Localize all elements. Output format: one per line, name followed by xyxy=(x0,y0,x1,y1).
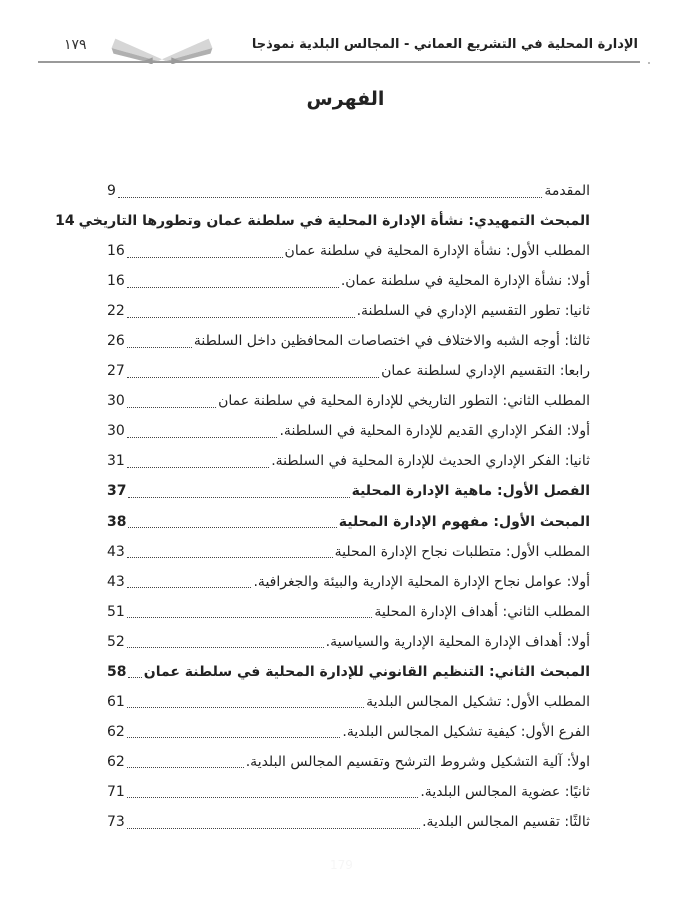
toc-entry[interactable] xyxy=(107,807,590,837)
toc-entry-page: 62 xyxy=(107,753,125,770)
dot-leader xyxy=(127,377,379,378)
dot-leader xyxy=(127,647,324,648)
dot-leader xyxy=(127,587,252,588)
dot-leader xyxy=(127,257,283,258)
toc-entry[interactable] xyxy=(107,176,590,206)
toc-entry-label: المقدمة xyxy=(544,183,590,199)
open-book-icon xyxy=(106,32,218,64)
dot-leader xyxy=(128,497,349,498)
toc-entry-label: المبحث الثاني: التنظيم القانوني للإدارة المحلية في سلطنة عمان xyxy=(143,663,590,680)
toc-entry[interactable] xyxy=(107,507,590,537)
dot-leader xyxy=(127,407,216,408)
table-of-contents xyxy=(55,176,590,837)
toc-entry-page: 58 xyxy=(107,663,127,680)
toc-entry-label: ثانيا: الفكر الإداري الحديث للإدارة المحلية في السلطنة. xyxy=(271,453,590,470)
dot-leader xyxy=(128,677,141,678)
toc-entry[interactable] xyxy=(107,627,590,657)
page-title: الفهرس xyxy=(306,88,385,110)
toc-entry-page: 71 xyxy=(107,783,125,800)
dot-leader xyxy=(127,828,420,829)
toc-entry-label: رابعا: التقسيم الإداري لسلطنة عمان xyxy=(381,363,590,380)
toc-entry-page: 37 xyxy=(107,483,127,500)
toc-entry-page: 52 xyxy=(107,633,125,650)
dot-leader xyxy=(127,347,192,348)
toc-entry[interactable] xyxy=(107,537,590,567)
toc-entry[interactable] xyxy=(55,206,590,236)
toc-entry[interactable] xyxy=(107,717,590,747)
toc-entry[interactable] xyxy=(107,777,590,807)
toc-entry[interactable] xyxy=(107,597,590,627)
toc-entry-label: أولا: عوامل نجاح الإدارة المحلية الإدارية والبيئة والجغرافية. xyxy=(253,573,590,590)
toc-entry[interactable] xyxy=(107,446,590,476)
dot-leader xyxy=(127,467,269,468)
toc-entry-page: 73 xyxy=(107,813,125,830)
toc-entry[interactable] xyxy=(107,326,590,356)
toc-entry-label: المطلب الثاني: التطور التاريخي للإدارة المحلية في سلطنة عمان xyxy=(218,393,590,410)
toc-entry-label: المبحث الأول: مفهوم الإدارة المحلية xyxy=(338,513,590,530)
toc-entry[interactable] xyxy=(107,476,590,506)
dot-leader xyxy=(127,737,341,738)
toc-entry[interactable] xyxy=(107,567,590,597)
toc-entry[interactable] xyxy=(107,296,590,326)
toc-entry-page: 30 xyxy=(107,423,125,440)
toc-entry[interactable] xyxy=(107,657,590,687)
dot-leader xyxy=(127,797,419,798)
toc-entry-page: 30 xyxy=(107,393,125,410)
toc-entry-label: أولا: الفكر الإداري القديم للإدارة المحلية في السلطنة. xyxy=(279,423,590,440)
toc-entry[interactable] xyxy=(107,747,590,777)
dot-leader xyxy=(127,317,355,318)
toc-entry-page: 22 xyxy=(107,303,125,320)
toc-entry-page: 62 xyxy=(107,723,125,740)
toc-entry-label: ثانيا: تطور التقسيم الإداري في السلطنة. xyxy=(356,303,590,320)
toc-entry-label: المطلب الأول: متطلبات نجاح الإدارة المحلية xyxy=(334,543,590,560)
dot-leader xyxy=(118,197,542,198)
edge-mark xyxy=(648,62,650,64)
toc-entry-page: 61 xyxy=(107,693,125,710)
toc-entry-label: ثالثًا: تقسيم المجالس البلدية. xyxy=(422,813,590,830)
toc-entry-page: 26 xyxy=(107,333,125,350)
toc-entry[interactable] xyxy=(107,236,590,266)
header-page-number: ١٧٩ xyxy=(64,37,87,53)
toc-entry[interactable] xyxy=(107,386,590,416)
dot-leader xyxy=(127,707,364,708)
toc-entry-page: 14 xyxy=(55,213,75,230)
running-header xyxy=(38,30,640,64)
toc-entry[interactable] xyxy=(107,416,590,446)
toc-entry-label: ثانيًا: عضوية المجالس البلدية. xyxy=(420,783,590,800)
toc-entry-page: 27 xyxy=(107,363,125,380)
dot-leader xyxy=(127,437,278,438)
toc-entry-label: المطلب الثاني: أهداف الإدارة المحلية xyxy=(374,603,590,620)
toc-entry-label: المطلب الأول: نشأة الإدارة المحلية في سلطنة عمان xyxy=(284,243,590,260)
toc-entry-label: ثالثا: أوجه الشبه والاختلاف في اختصاصات المحافظين داخل السلطنة xyxy=(193,333,590,350)
toc-entry-label: المبحث التمهيدي: نشأة الإدارة المحلية في سلطنة عمان وتطورها التاريخي xyxy=(78,213,590,230)
toc-entry-page: 16 xyxy=(107,243,125,260)
toc-entry-label: أولا: نشأة الإدارة المحلية في سلطنة عمان. xyxy=(340,273,590,290)
running-title: الإدارة المحلية في التشريع العماني - المجالس البلدية نموذجا xyxy=(251,37,638,52)
toc-entry-label: أولا: أهداف الإدارة المحلية الإدارية والسياسية. xyxy=(325,633,590,650)
toc-entry-page: 16 xyxy=(107,273,125,290)
toc-entry-label: الفرع الأول: كيفية تشكيل المجالس البلدية. xyxy=(342,723,590,740)
toc-entry[interactable] xyxy=(107,356,590,386)
toc-entry-page: 38 xyxy=(107,513,127,530)
toc-entry-page: 9 xyxy=(107,183,116,199)
toc-entry-label: المطلب الأول: تشكيل المجالس البلدية xyxy=(366,693,590,710)
watermark: 179 xyxy=(330,858,353,872)
toc-entry[interactable] xyxy=(107,266,590,296)
dot-leader xyxy=(128,527,336,528)
toc-entry-label: الفصل الأول: ماهية الإدارة المحلية xyxy=(351,483,590,500)
toc-entry-page: 43 xyxy=(107,573,125,590)
toc-entry-page: 51 xyxy=(107,603,125,620)
toc-entry-page: 43 xyxy=(107,543,125,560)
toc-entry[interactable] xyxy=(107,687,590,717)
toc-entry-page: 31 xyxy=(107,453,125,470)
dot-leader xyxy=(127,557,333,558)
dot-leader xyxy=(127,617,373,618)
dot-leader xyxy=(127,767,244,768)
dot-leader xyxy=(127,287,339,288)
toc-entry-label: اولأ: آلية التشكيل وشروط الترشح وتقسيم المجالس البلدية. xyxy=(245,753,590,770)
